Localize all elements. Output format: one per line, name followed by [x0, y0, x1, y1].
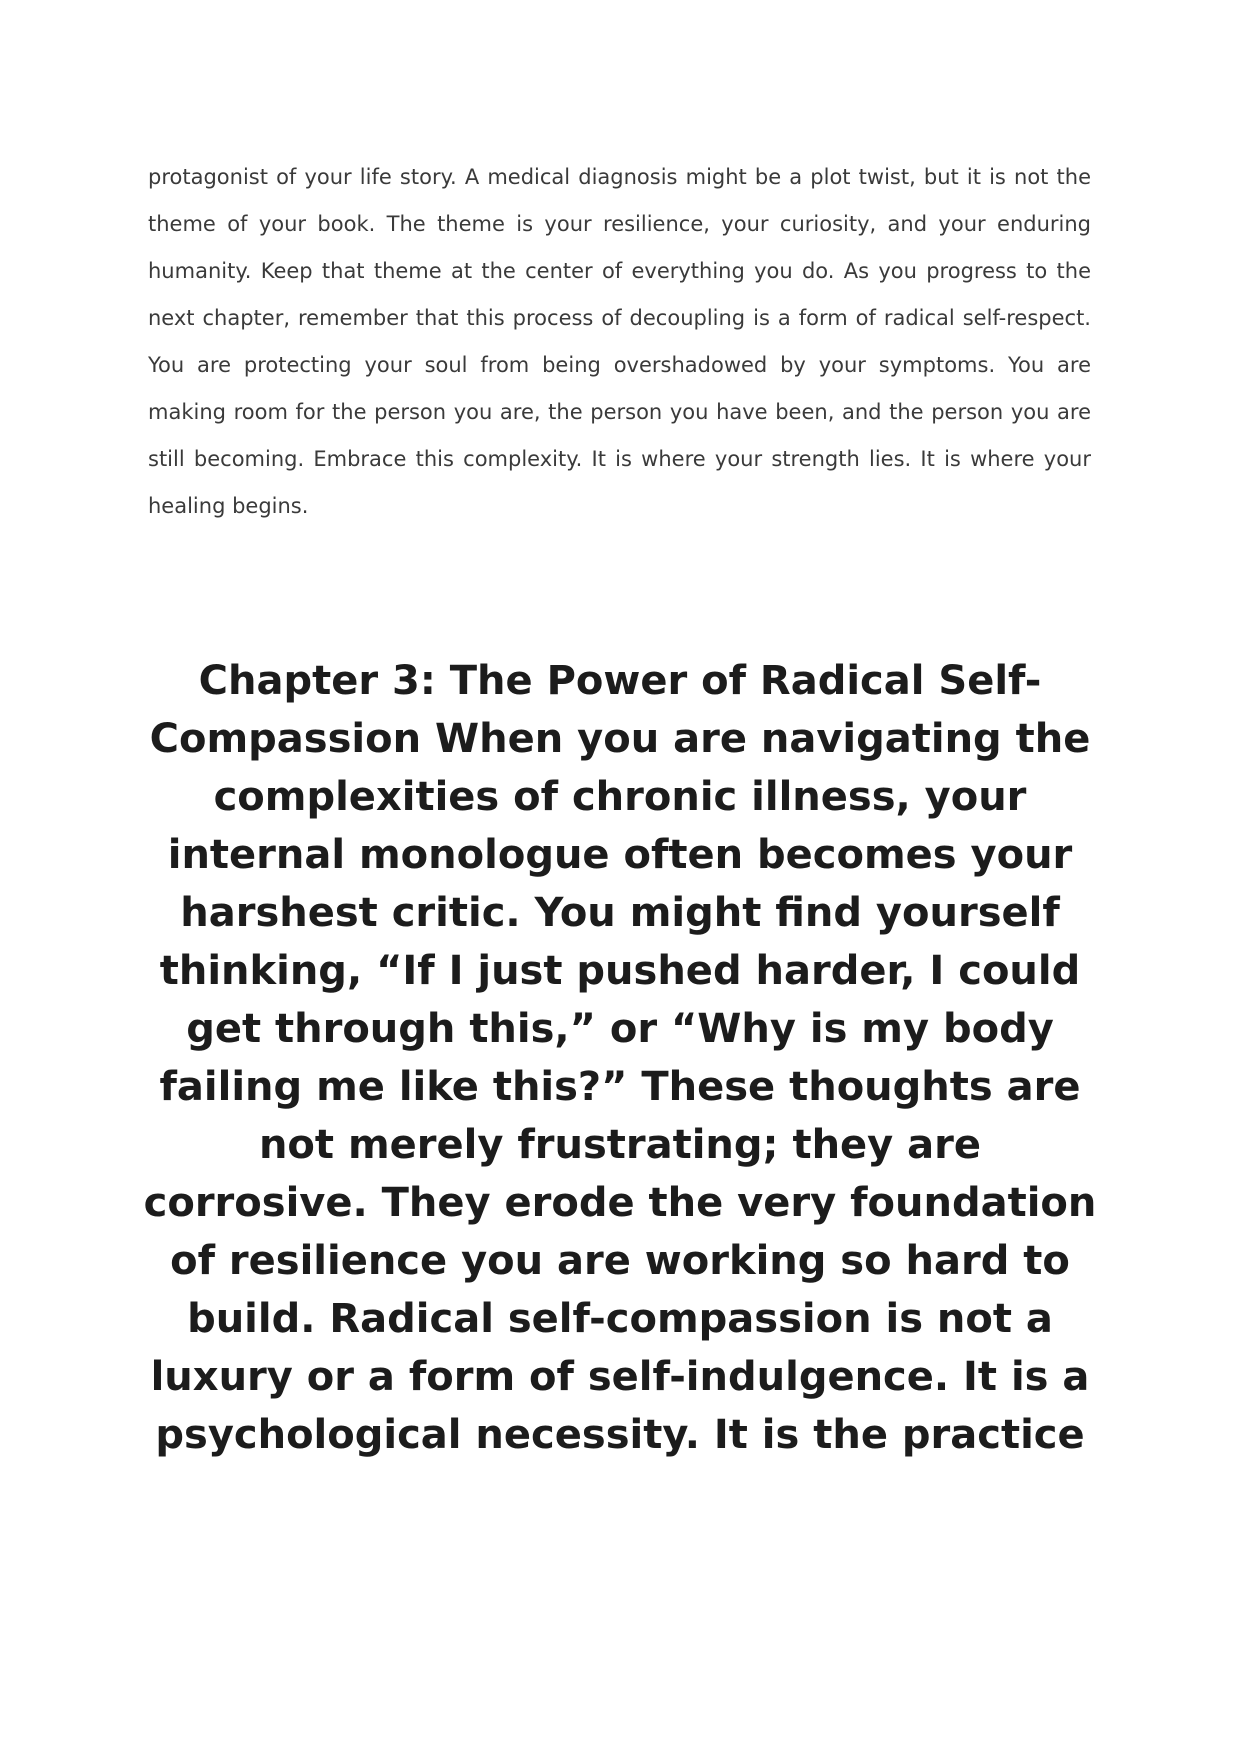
body-paragraph: protagonist of your life story. A medical diagnosis might be a plot twist, but it is not the theme of your book. The theme is your resilience, your curiosity, and your enduring humanity. Keep that theme at the center of everything you do. As you progress to the next chapter, remember that this process of decoupling is a form of radical self-respect. You are protecting your soul from being overshadowed by your symptoms. You are making room for the person you are, the person you have been, and the person you are still becoming. Embrace this complexity. It is where your strength lies. It is where your healing begins. — [148, 165, 1091, 518]
chapter-heading: Chapter 3: The Power of Radical Self-Compassion When you are navigating the complexities of chronic illness, your internal monologue often becomes your harshest critic. You might find yourself thinking, “If I just pushed harder, I could get through this,” or “Why is my body failing me like this?” These thoughts are not merely frustrating; they are corrosive. They erode the very foundation of resilience you are working so hard to build. Radical self-compassion is not a luxury or a form of self-indulgence. It is a psychological necessity. It is the practice — [143, 658, 1097, 1458]
